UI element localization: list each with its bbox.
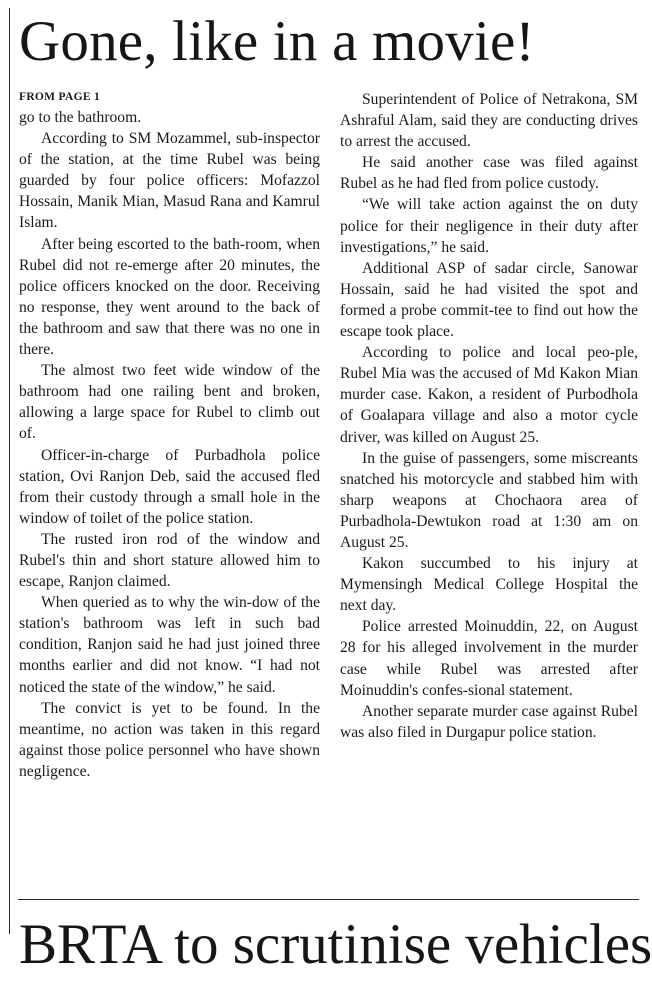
- article-column-right: [340, 89, 638, 743]
- paragraph: Superintendent of Police of Netrakona, SM Ashraful Alam, said they are conducting drives to arrest the accused.: [340, 91, 638, 151]
- paragraph: He said another case was filed against Rubel as he had fled from police custody.: [340, 154, 638, 193]
- paragraph: Officer-in-charge of Purbadhola police station, Ovi Ranjon Deb, said the accused fled from their custody through a small hole in the window of toilet of the police station.: [19, 446, 320, 527]
- paragraph: According to SM Mozammel, sub-inspector of the station, at the time Rubel was being guarded by four police officers: Mofazzol Hossain, Manik Mian, Masud Rana and Kamrul Islam.: [19, 130, 320, 232]
- paragraph: The convict is yet to be found. In the meantime, no action was taken in this regard against those police personnel who have shown negligence.: [19, 699, 320, 780]
- article-headline: Gone, like in a movie!: [19, 10, 535, 73]
- article-column-left: [19, 90, 320, 782]
- paragraph: The rusted iron rod of the window and Rubel's thin and short stature allowed him to escape, Ranjon claimed.: [19, 530, 320, 591]
- paragraph: After being escorted to the bath-room, when Rubel did not re-emerge after 20 minutes, the police officers knocked on the door. Receiving no response, they went around to the back of the bathroom and saw that there was no one in there.: [19, 235, 320, 359]
- paragraph: “We will take action against the on duty police for their negligence in their duty after investigations,” he said.: [340, 196, 638, 256]
- paragraph: When queried as to why the win-dow of the station's bathroom was left in such bad condition, Ranjon said he had just joined three months earlier and did not know. “I had not noticed the state of the window,” he said.: [19, 594, 320, 696]
- section-divider: [18, 899, 639, 900]
- next-article-headline: BRTA to scrutinise vehicles: [19, 913, 652, 976]
- column-rule-left: [9, 8, 10, 934]
- paragraph: Police arrested Moinuddin, 22, on August 28 for his alleged involvement in the murder case while Rubel was arrested after Moinuddin's confes-sional statement.: [340, 618, 638, 699]
- paragraph: The almost two feet wide window of the bathroom had one railing bent and broken, allowing a large space for Rubel to climb out of.: [19, 362, 320, 443]
- continuation-kicker: FROM PAGE 1: [19, 91, 101, 103]
- paragraph: Another separate murder case against Rubel was also filed in Durgapur police station.: [340, 702, 638, 741]
- paragraph: Kakon succumbed to his injury at Mymensingh Medical College Hospital the next day.: [340, 555, 638, 615]
- paragraph: In the guise of passengers, some miscreants snatched his motorcycle and stabbed him with sharp weapons at Chochaora area of Purbadhola-Dewtukon road at 1:30 am on August 25.: [340, 449, 638, 551]
- paragraph: go to the bathroom.: [19, 109, 142, 126]
- paragraph: Additional ASP of sadar circle, Sanowar Hossain, said he had visited the spot and formed a probe commit-tee to find out how the escape took place.: [340, 259, 638, 341]
- paragraph: According to police and local peo-ple, Rubel Mia was the accused of Md Kakon Mian murder case. Kakon, a resident of Purbodhola of Goalapara village and also a motor cycle driver, was killed on August 25.: [340, 344, 638, 446]
